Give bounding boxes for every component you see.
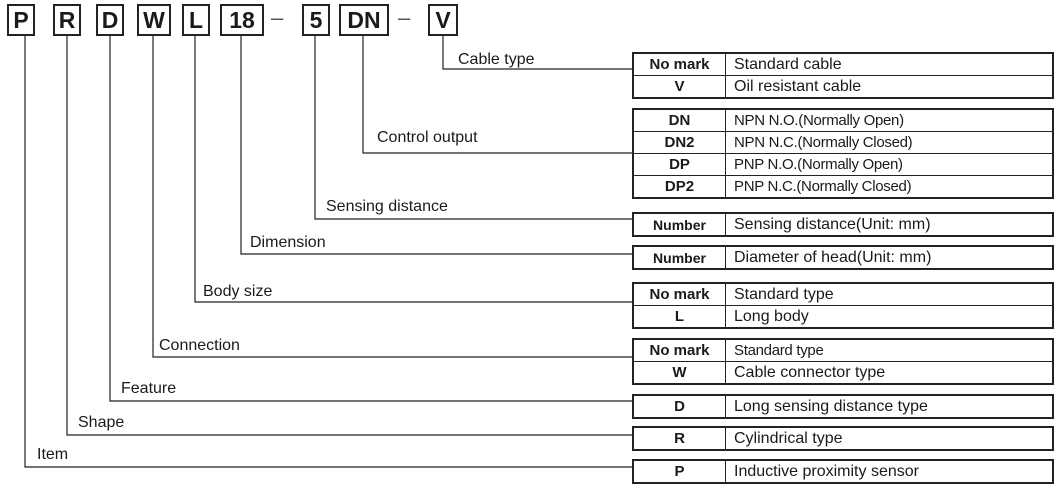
field-label-sensing-distance: Sensing distance	[326, 198, 448, 215]
table-row	[633, 154, 1053, 176]
option-code: No mark	[633, 283, 726, 306]
options-table-sensing-distance	[632, 212, 1054, 237]
table-row	[633, 339, 1053, 362]
field-label-connection: Connection	[159, 337, 240, 354]
table-row	[633, 176, 1053, 199]
table-row	[633, 362, 1053, 385]
code-box-feature: D	[96, 4, 124, 36]
connector-line-shape	[67, 36, 632, 435]
option-description: Standard type	[726, 339, 1054, 362]
code-box-connection: W	[137, 4, 171, 36]
options-table-body-size	[632, 282, 1054, 329]
table-row	[633, 213, 1053, 236]
table-row	[633, 283, 1053, 306]
table-row	[633, 395, 1053, 418]
code-box-sensing-distance: 5	[302, 4, 330, 36]
options-table-feature	[632, 394, 1054, 419]
connector-line-item	[25, 36, 632, 467]
option-code: V	[633, 76, 726, 99]
connector-line-connection	[153, 36, 632, 357]
option-description: PNP N.C.(Normally Closed)	[726, 176, 1054, 199]
option-description: Diameter of head(Unit: mm)	[726, 246, 1054, 269]
option-description: Standard cable	[726, 53, 1054, 76]
option-code: No mark	[633, 339, 726, 362]
field-label-shape: Shape	[78, 414, 125, 431]
code-box-shape: R	[53, 4, 81, 36]
option-code: P	[633, 460, 726, 483]
table-row	[633, 460, 1053, 483]
field-label-item: Item	[37, 446, 69, 463]
code-separator: –	[271, 5, 284, 30]
option-description: Oil resistant cable	[726, 76, 1054, 99]
field-label-feature: Feature	[121, 380, 177, 397]
option-code: R	[633, 427, 726, 450]
option-code: Number	[633, 246, 726, 269]
table-row	[633, 306, 1053, 329]
options-table-control-output	[632, 108, 1054, 199]
option-description: Cylindrical type	[726, 427, 1054, 450]
code-box-body-size: L	[182, 4, 210, 36]
option-code: DP	[633, 154, 726, 176]
table-row	[633, 427, 1053, 450]
option-description: NPN N.O.(Normally Open)	[726, 109, 1054, 132]
option-description: Cable connector type	[726, 362, 1054, 385]
table-row	[633, 76, 1053, 99]
field-label-cable-type: Cable type	[458, 51, 535, 68]
option-code: DP2	[633, 176, 726, 199]
code-separator: –	[398, 5, 411, 30]
field-label-control-output: Control output	[377, 129, 478, 146]
option-description: Long sensing distance type	[726, 395, 1054, 418]
option-description: PNP N.O.(Normally Open)	[726, 154, 1054, 176]
field-label-body-size: Body size	[203, 283, 273, 300]
option-description: Sensing distance(Unit: mm)	[726, 213, 1054, 236]
options-table-dimension	[632, 245, 1054, 270]
field-label-dimension: Dimension	[250, 234, 326, 251]
option-code: D	[633, 395, 726, 418]
connector-line-body-size	[195, 36, 632, 302]
table-row	[633, 132, 1053, 154]
code-box-cable-type: V	[428, 4, 458, 36]
option-description: Standard type	[726, 283, 1054, 306]
option-code: Number	[633, 213, 726, 236]
table-row	[633, 246, 1053, 269]
option-code: W	[633, 362, 726, 385]
option-code: DN2	[633, 132, 726, 154]
code-box-control-output: DN	[339, 4, 389, 36]
option-code: No mark	[633, 53, 726, 76]
table-row	[633, 53, 1053, 76]
table-row	[633, 109, 1053, 132]
options-table-item	[632, 459, 1054, 484]
options-table-shape	[632, 426, 1054, 451]
option-description: NPN N.C.(Normally Closed)	[726, 132, 1054, 154]
code-box-item: P	[7, 4, 35, 36]
code-box-dimension: 18	[220, 4, 264, 36]
option-code: L	[633, 306, 726, 329]
options-table-connection	[632, 338, 1054, 385]
option-code: DN	[633, 109, 726, 132]
option-description: Inductive proximity sensor	[726, 460, 1054, 483]
options-table-cable-type	[632, 52, 1054, 99]
option-description: Long body	[726, 306, 1054, 329]
